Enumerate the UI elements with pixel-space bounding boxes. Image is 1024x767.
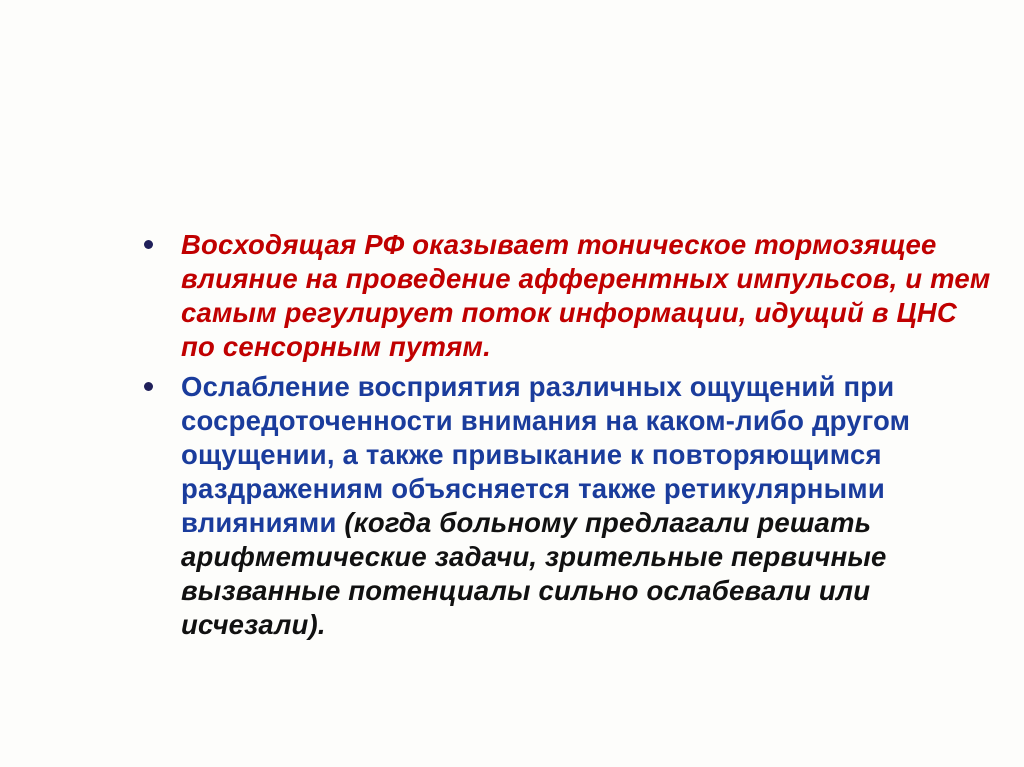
bullet-text-example-parenthetical: (когда больному предлагали решать арифметические задачи, зрительные первичные вызванные потенциалы сильно ослабевали или исчезали). [181, 507, 887, 640]
bullet-list [136, 228, 996, 642]
bullet-dot-icon [144, 240, 153, 249]
bullet-text-ascending-rf: Восходящая РФ оказывает тоническое тормозящее влияние на проведение афферентных импульсов, и тем самым регулирует поток информации, идущий в ЦНС по сенсорным путям. [181, 229, 991, 362]
bullet-item-ascending-rf [136, 228, 996, 364]
bullet-text-attenuation: Ослабление восприятия различных ощущений при сосредоточенности внимания на каком-либо другом ощущении, а также привыкание к повторяющимся раздражениям объясняется также ретикулярными влияниями [181, 371, 911, 538]
bullet-item-attenuation [136, 370, 996, 642]
bullet-dot-icon [144, 382, 153, 391]
